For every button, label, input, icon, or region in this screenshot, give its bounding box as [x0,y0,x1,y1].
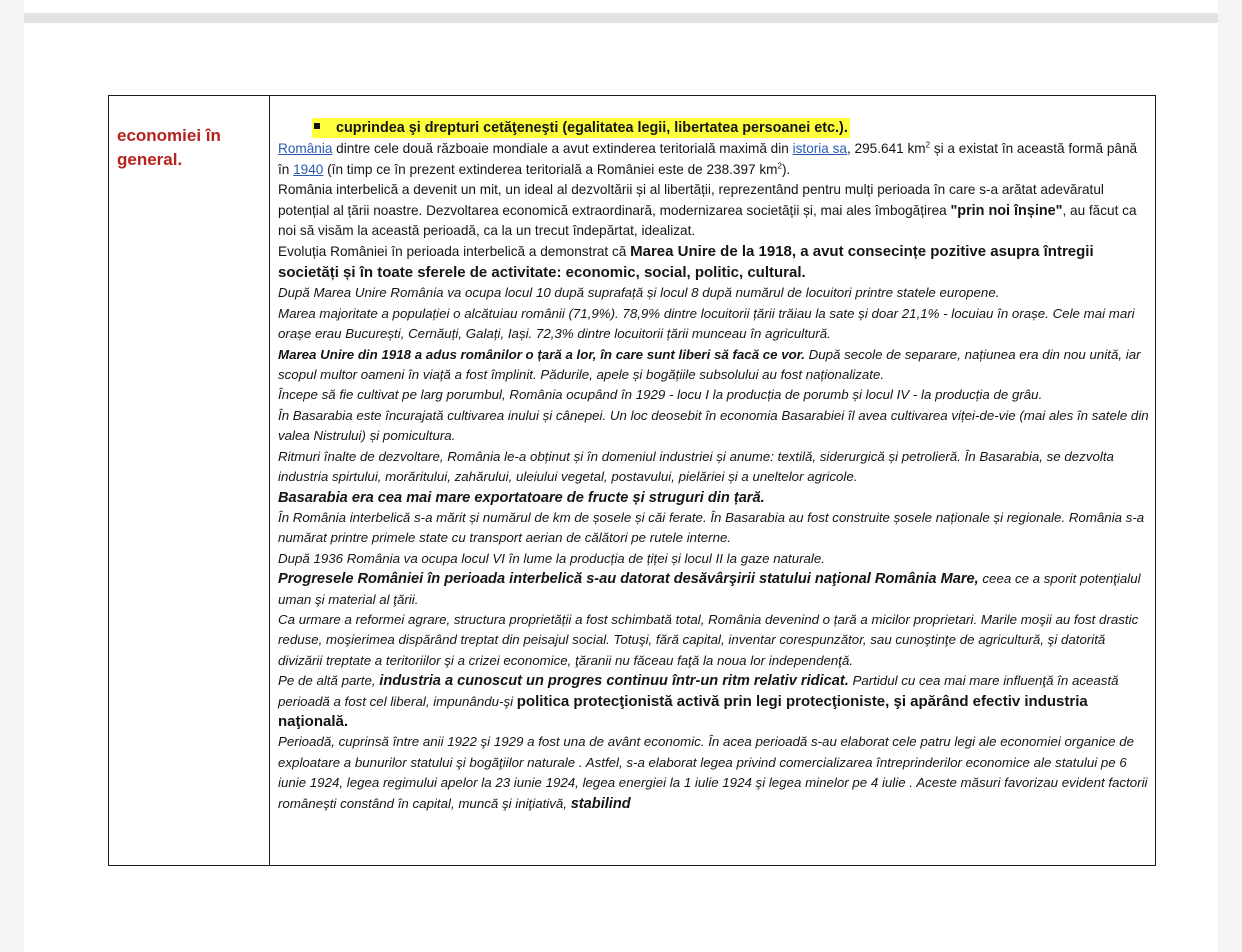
text: ). [781,161,791,177]
paragraph-15 [278,671,1150,732]
superscript: 2 [925,140,931,150]
bold-text: "prin noi înșine" [950,202,1063,219]
paragraph-1 [278,139,1150,180]
paragraph-3 [278,241,1150,283]
text: România interbelică a devenit un mit, un ideal al dezvoltării și al libertății, reprezentând pentru mulți perioada în care s-a arătat adevăratul potențial al țării noastre. Dezvoltarea economică extraordinară, modernizarea societății și, mai ales îmbogățirea [278,182,1104,218]
bold-italic-text: Marea Unire din 1918 a adus românilor o țară a lor, în care sunt liberi să facă ce vor. [278,346,805,362]
bold-italic-text: Progresele României în perioada interbelică s-au datorat desăvârşirii statului naţional România Mare, [278,571,979,588]
text: După secole de separare, națiunea era din nou unită, iar scopul multor oameni în viață a fost împlinit. Pădurile, apele și bogățiile subsolului au fost naționalizate. [278,346,1141,383]
bold-italic-text: stabilind [570,795,631,812]
text: Perioadă, cuprinsă între anii 1922 şi 1929 a fost una de avânt economic. În acea perioadă s-au elaborat cele patru legi ale economiei organice de exploatare a bunurilor statului şi bogăţiilor naturale . Astfel, s-a elaborat legea privind comercializarea întreprinderilor economice ale statului pe 6 iunie 1924, legea regimului apelor la 23 iunie 1924, legea energiei la 1 iulie 1924 şi legea minelor pe 4 iulie . Aceste măsuri favorizau evident factorii româneşti constând în capital, muncă şi iniţiativă, [278,734,1148,811]
bold-italic-text: Basarabia era cea mai mare exportatoare de fructe și struguri din țară. [278,489,765,506]
bold-italic-text: industria a cunoscut un progres continuu într-un ritm relativ ridicat. [379,673,849,690]
paragraph-9: Ritmuri înalte de dezvoltare, România le-a obținut și în domeniul industriei și anume: textilă, siderurgică și petrolieră. În Basarabia, se dezvolta industria spirtului, morăritului, zahărului, uleiului vegetal, postavului, pielăriei și a uneltelor agricole. [278,448,1114,485]
paragraph-13 [278,569,1150,610]
paragraph-14: Ca urmare a reformei agrare, structura proprietății a fost schimbată total, România devenind o țară a micilor proprietari. Marile moşii au fost drastic reduse, moşierimea dispărând treptat din peisajul social. Totuşi, fără capital, inventar corespunzător, sau cunoştinţe de agricultură, şi datorită divizării treptate a teritoriilor şi a crizei economice, ţăranii nu făceau faţă la noua lor independenţă. [278,611,1139,668]
text: dintre cele două războaie mondiale a avut extinderea teritorială maximă din [332,141,793,157]
paragraph-6 [278,345,1150,386]
paragraph-10 [278,488,1150,508]
right-cell-content [278,118,1150,814]
left-cell-heading [117,124,262,172]
paragraph-2 [278,180,1150,241]
paragraph-7: Începe să fie cultivat pe larg porumbul, România ocupând în 1929 - locu I la producția de porumb și locul IV - la producția de grâu. [278,387,1043,403]
highlighted-bullet [312,118,850,138]
superscript: 2 [777,161,782,171]
bullet-square-icon [314,123,320,129]
bold-text: Marea Unire de la 1918, a avut consecințe pozitive asupra întregii societăți și în toate sferele de activitate: economic, social, politic, cultural. [278,243,1094,282]
paragraph-8: În Basarabia este încurajată cultivarea inului și cânepei. Un loc deosebit în economia Basarabiei îl avea cultivarea viței-de-vie (mai ales în satele din valea Nistrului) și pomicultura. [278,407,1149,444]
text: Pe de altă parte, [278,673,380,689]
text: , au făcut ca noi să visăm la această perioadă, ca la un trecut îndepărtat, idealizat. [278,202,1137,239]
page-top-band [24,13,1218,23]
paragraph-5: Marea majoritate a populației o alcătuiau românii (71,9%). 78,9% dintre locuitorii țării trăiau la sate și doar 21,1% - locuiau în orașe. Cele mai mari orașe erau București, Cernăuți, Galați, Iași. 72,3% dintre locuitorii țării munceau în agricultură. [278,305,1135,342]
paragraph-4: După Marea Unire România va ocupa locul 10 după suprafață și locul 8 după numărul de locuitori printre statele europene. [278,285,1000,301]
text: (în timp ce în prezent extinderea teritorială a României este de 238.397 km [323,161,778,177]
text: ceea ce a sporit potenţialul uman şi material al ţării. [278,571,1141,607]
page-margin-right [1218,0,1242,952]
document-table [108,95,1156,866]
paragraph-11: În România interbelică s-a mărit și numărul de km de șosele și căi ferate. În Basarabia au fost construite șosele naționale și regionale. România s-a numărat printre primele state cu transport aerian de călători pe rutele interne. [278,509,1145,546]
text: Evoluția României în perioada interbelică a demonstrat că [278,244,631,260]
link-1940[interactable]: 1940 [293,161,324,177]
bullet-text: cuprindea şi drepturi cetăţeneşti (egalitatea legii, libertatea persoanei etc.). [336,120,848,136]
link-istoria-sa[interactable]: istoria sa [792,141,847,157]
text: Partidul cu cea mai mare influenţă în această perioadă a fost cel liberal, impunându-şi [278,673,1119,709]
column-divider [269,96,270,865]
bold-text: politica protecţionistă activă prin legi protecţioniste, şi apărând efectiv industria naţională. [278,692,1088,730]
text: , 295.641 km [847,141,926,157]
text: și a existat în această formă până în [278,141,1138,177]
page-margin-left [0,0,24,952]
paragraph-12: După 1936 România va ocupa locul VI în lume la producția de țiței și locul II la gaze naturale. [278,550,825,566]
link-romania[interactable]: România [278,141,333,157]
heading-line-2: general. [117,150,183,169]
heading-line-1: economiei în [117,126,221,145]
paragraph-16 [278,732,1150,814]
